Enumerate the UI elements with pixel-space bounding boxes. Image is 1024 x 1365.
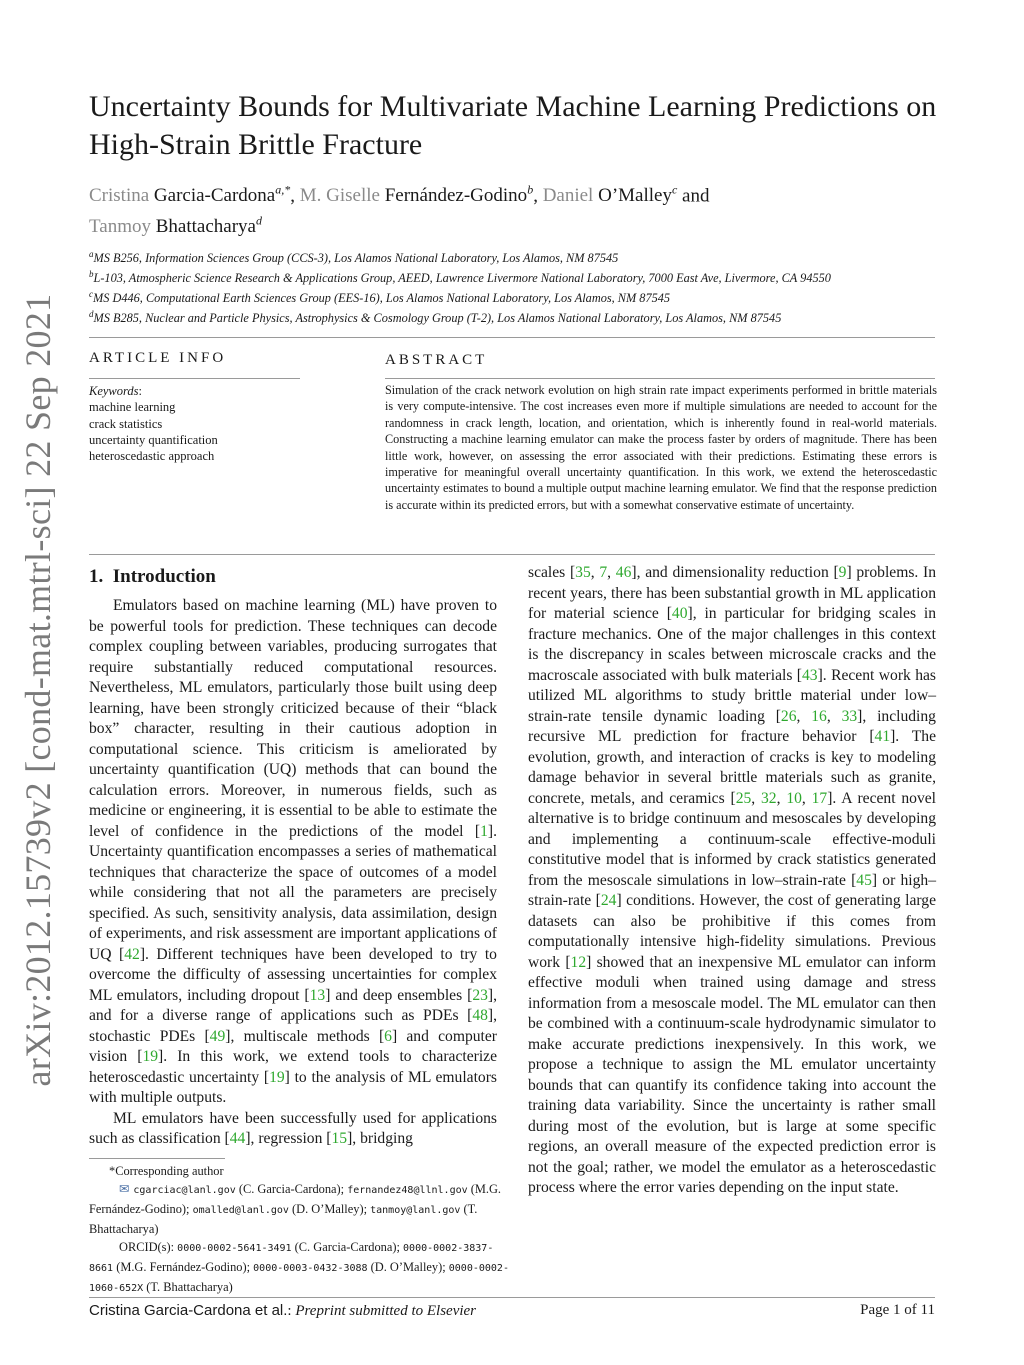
email-owner: (D. O’Malley); — [288, 1202, 371, 1216]
orcid-owner: (M.G. Fernández-Godino); — [113, 1260, 254, 1274]
orcid-owner: (T. Bhattacharya) — [143, 1280, 233, 1294]
citation-link: 26 — [780, 707, 797, 725]
email-owner: (T. Bhattacharya) — [89, 1202, 478, 1236]
text-run: ]. In this work, we extend tools to characterize heteroscedastic uncertainty [ — [89, 1048, 497, 1086]
citation-link: 10 — [786, 789, 802, 807]
citation-link: 23 — [472, 986, 488, 1004]
text-run: ], multiscale methods [ — [225, 1027, 385, 1045]
citation-link: 19 — [269, 1068, 285, 1086]
email-list — [89, 1180, 509, 1238]
text-run: ]. Recent work has utilized ML algorithms to study brittle material under low–strain-rate tensile dynamic loading [ — [528, 666, 936, 725]
author-list — [89, 178, 949, 239]
paragraph — [89, 1109, 497, 1150]
orcid-list — [89, 1238, 509, 1298]
text-run: ] to the analysis of ML emulators with multiple outputs. — [89, 1068, 497, 1106]
author-separator: and — [677, 185, 710, 207]
text-run: ]. Uncertainty quantification encompasses a series of mathematical techniques that characterize the space of outcomes of a model while considering that not all the parameters are precisely specified. As such, sensitivity analysis, data assimilation, design of experiments, and risk assessment are important applications of UQ [ — [89, 822, 497, 963]
author-affil-mark: b — [527, 183, 534, 197]
author-first-name: Cristina — [89, 185, 150, 207]
section-heading — [89, 566, 216, 588]
text-run: ] problems. In recent years, there has been substantial growth in ML application for material science [ — [528, 564, 937, 622]
text-run: Emulators based on machine learning (ML) have proven to be powerful tools for prediction. These techniques can decode complex coupling between variables, producing surrogates that require substantially reduced computational resources. Nevertheless, ML emulators, particularly those built using deep learning, have been strongly criticized because of their “black box” character, resulting in their cautious adoption in computational science. This criticism is ameliorated by uncertainty quantification (UQ) methods that can bound the calculation errors. Moreover, in numerous fields, such as medicine or engineering, it is essential to be able to estimate the level of confidence in the predictions of the model [ — [89, 597, 497, 840]
citation-link: 33 — [841, 707, 858, 725]
author-affil-mark: a,* — [275, 183, 291, 197]
citation-link: 48 — [472, 1007, 488, 1024]
footer-left — [89, 1302, 476, 1320]
footer-journal: Preprint submitted to Elsevier — [295, 1303, 477, 1319]
author — [89, 213, 262, 237]
affiliation-mark: a — [89, 249, 94, 259]
keyword: uncertainty quantification — [89, 432, 218, 447]
orcid-label: ORCID(s): — [119, 1240, 178, 1254]
text-run: ], including recursive ML prediction for fracture behavior [ — [528, 707, 936, 745]
author — [543, 185, 678, 206]
citation-link: 49 — [209, 1027, 226, 1045]
text-run: ]. A recent novel alternative is to bridge continuum and mesoscales by developing and implementing a continuum-scale effective-moduli constitutive model that is informed by crack statistics generated from the mesoscale simulations in low–strain-rate [ — [528, 789, 937, 889]
orcid-id: 0000-0002-1060-652X — [89, 1263, 509, 1294]
affiliation — [89, 266, 969, 286]
email-icon: ✉ — [119, 1182, 130, 1196]
affiliation-text: L-103, Atmospheric Science Research & Applications Group, AEED, Lawrence Livermore National Laboratory, 7000 East Ave, Livermore, CA 94550 — [93, 271, 831, 286]
footer-sep: : — [287, 1303, 296, 1319]
footnotes: *Corresponding author ✉ cgarciac@lanl.gov (C. Garcia-Cardona); fernandez48@llnl.gov (M.G. Fernández-Godino); omalled@lanl.gov (D. O’Malley); tanmoy@lanl.gov (T. Bhattacharya) ORCID(s): 0000-0002-5641-3491 (C. Garcia-Cardona); 0000-0002-3837-8661 (M.G. Fernández-Godino); 0000-0003-0432-3088 (D. O’Malley); 0000-0002-1060-652X (T. Bhattacharya) — [89, 1162, 509, 1298]
orcid-id: 0000-0003-0432-3088 — [253, 1263, 368, 1274]
divider-footer — [89, 1297, 935, 1298]
citation-link: 35 — [575, 564, 591, 581]
citation-link: 9 — [838, 564, 847, 581]
author-last-name: O’Malley — [598, 185, 672, 207]
citation-link: 1 — [480, 822, 488, 840]
author — [89, 185, 290, 206]
text-run: ], and dimensionality reduction [ — [631, 564, 839, 581]
keyword: heteroscedastic approach — [89, 449, 215, 464]
divider-body — [89, 554, 935, 555]
email-address: fernandez48@llnl.gov — [347, 1185, 468, 1196]
affiliation — [89, 246, 969, 266]
email-address: tanmoy@lanl.gov — [370, 1205, 461, 1216]
citation-link: 40 — [671, 605, 688, 622]
keywords-label: Keywords — [89, 384, 139, 398]
divider-top — [89, 337, 935, 338]
text-run: ] conditions. However, the cost of generating large datasets can also be prohibitive if this comes from computationally intensive high-fidelity simulations. Previous work [ — [528, 892, 936, 971]
email-owner: (M.G. Fernández-Godino); — [89, 1182, 502, 1216]
affiliation-mark: c — [89, 289, 93, 299]
paragraph — [528, 563, 936, 1199]
text-run: , — [607, 564, 616, 581]
affiliation-mark: b — [89, 269, 94, 279]
text-run: ], and for a diverse range of applications such as PDEs [ — [89, 986, 498, 1024]
citation-link: 32 — [761, 789, 777, 807]
orcid-id: 0000-0002-3837-8661 — [89, 1243, 494, 1274]
paragraph — [89, 596, 497, 1109]
affiliation — [89, 286, 969, 306]
text-run: ], in particular for bridging scales in fracture mechanics. One of the major challenges in this context is the discrepancy in scales between microscale cracks and the macroscale associated with bulk materials [ — [528, 605, 936, 684]
author-last-name: Garcia-Cardona — [153, 185, 276, 207]
citation-link: 46 — [615, 564, 632, 581]
author-first-name: Tanmoy — [89, 215, 151, 237]
text-run: , — [751, 789, 761, 807]
author-last-name: Bhattacharya — [155, 215, 256, 237]
section-title: Introduction — [112, 566, 216, 587]
citation-link: 17 — [811, 789, 828, 807]
keyword: crack statistics — [89, 416, 163, 431]
keywords-block: Keywords: machine learning crack statistics uncertainty quantification heteroscedastic approach — [89, 384, 218, 464]
author-separator: , — [533, 185, 543, 207]
author-first-name: Daniel — [542, 185, 594, 207]
text-run: ] and computer vision [ — [89, 1027, 497, 1065]
text-run: scales [ — [528, 564, 576, 581]
text-run: ], regression [ — [245, 1130, 332, 1147]
article-info-heading: ARTICLE INFO — [89, 350, 227, 366]
citation-link: 13 — [309, 986, 326, 1004]
citation-link: 45 — [856, 871, 872, 889]
text-run: ]. The evolution, growth, and interaction of cracks is key to modeling damage behavior in several brittle materials such as granite, concrete, metals, and ceramics [ — [528, 728, 936, 807]
orcid-owner: (D. O’Malley); — [367, 1260, 449, 1274]
citation-link: 41 — [874, 728, 891, 745]
section-number: 1. — [89, 566, 104, 587]
author-affil-mark: d — [255, 213, 262, 228]
email-address: cgarciac@lanl.gov — [133, 1185, 236, 1196]
email-owner: (C. Garcia-Cardona); — [235, 1182, 348, 1196]
left-column — [89, 596, 497, 1150]
arxiv-identifier: arXiv:2012.15739v2 [cond-mat.mtrl-sci] 22 Sep 2021 — [18, 293, 58, 1087]
text-run: , — [796, 707, 812, 725]
text-run: ML emulators have been successfully used for applications such as classification [ — [89, 1109, 497, 1147]
author-first-name: M. Giselle — [299, 185, 380, 207]
citation-link: 42 — [124, 945, 140, 963]
affiliation — [89, 306, 969, 326]
text-run: ] or high–strain-rate [ — [528, 871, 936, 909]
abstract-text: Simulation of the crack network evolution on high strain rate impact experiments performed in brittle materials is very compute-intensive. The cost increases even more if multiple simulations are needed to account for the randomness in crack length, location, and orientation, which is inherently found in real-world materials. Constructing a machine learning emulator can make the process faster by orders of magnitude. There has been little work, however, on assessing the error associated with their predictions. Estimating these errors is imperative for meaningful overall uncertainty quantification. In this work, we extend the heteroscedastic uncertainty estimates to bound a multiple output machine learning emulator. We find that the response prediction is accurate within its predicted errors, but with a somewhat conservative estimate of uncertainty. — [385, 383, 937, 512]
text-run: ] showed that an inexpensive ML emulator can inform effective moduli when trained using damage and stress information from a mesoscale model. The ML emulator can then be combined with a continuum-scale hydrodynamic simulator to make accurate predictions inexpensively. In this work, we propose a technique to assign the ML emulator uncertainty bounds that can quantify its confidence taking into account the training data variability. Since the uncertainty is rather small during most of the evolution, but is large at some specific regions, an overall measure of the expected prediction error is not the goal; rather, we model the emulator as a heteroscedastic process where the error varies depending on the input state. — [528, 953, 937, 1196]
page-number: Page 1 of 11 — [860, 1302, 935, 1318]
citation-link: 24 — [600, 892, 617, 909]
author — [300, 185, 533, 206]
affiliation-text: MS D446, Computational Earth Sciences Group (EES-16), Los Alamos National Laboratory, Los Alamos, NM 87545 — [93, 291, 671, 306]
footer-authors: Cristina Garcia-Cardona et al. — [89, 1302, 288, 1319]
citation-link: 43 — [801, 666, 818, 684]
citation-link: 12 — [570, 953, 587, 971]
keyword: machine learning — [89, 400, 176, 415]
citation-link: 16 — [811, 707, 827, 725]
right-column — [528, 563, 936, 1199]
divider-abstract — [385, 378, 935, 379]
citation-link: 6 — [384, 1027, 392, 1045]
citation-link: 7 — [599, 564, 608, 581]
abstract-heading: ABSTRACT — [385, 352, 488, 368]
affiliation-mark: d — [89, 309, 94, 319]
paper-title: Uncertainty Bounds for Multivariate Machine Learning Predictions on High-Strain Brittle Fracture — [89, 90, 937, 161]
author-affil-mark: c — [671, 183, 678, 197]
text-run: ], stochastic PDEs [ — [89, 1007, 497, 1045]
text-run: , — [826, 707, 842, 725]
author-last-name: Fernández-Godino — [384, 185, 528, 207]
corresponding-note: Corresponding author — [115, 1164, 224, 1178]
text-run: , — [590, 564, 600, 581]
text-run: , — [776, 789, 787, 807]
email-address: omalled@lanl.gov — [192, 1205, 289, 1216]
affiliation-text: MS B285, Nuclear and Particle Physics, Astrophysics & Cosmology Group (T-2), Los Alamos National Laboratory, Los Alamos, NM 87545 — [93, 311, 782, 326]
footnote-rule — [89, 1158, 225, 1159]
citation-link: 19 — [142, 1048, 159, 1065]
text-run: ], bridging — [347, 1130, 413, 1147]
author-separator: , — [290, 185, 300, 207]
text-run: ]. Different techniques have been developed to try to overcome the difficulty of assessing uncertainties for complex ML emulators, including dropout [ — [89, 945, 497, 1004]
text-run: ] and deep ensembles [ — [325, 986, 473, 1004]
affiliation-text: MS B256, Information Sciences Group (CCS-3), Los Alamos National Laboratory, Los Alamos, NM 87545 — [93, 251, 619, 266]
citation-link: 25 — [735, 789, 752, 807]
text-run: , — [801, 789, 812, 807]
arxiv-sidebar-stamp — [12, 293, 64, 1087]
orcid-id: 0000-0002-5641-3491 — [177, 1243, 292, 1254]
orcid-owner: (C. Garcia-Cardona); — [291, 1240, 404, 1254]
citation-link: 15 — [331, 1130, 348, 1147]
divider-article-info — [89, 378, 300, 379]
citation-link: 44 — [229, 1130, 246, 1147]
